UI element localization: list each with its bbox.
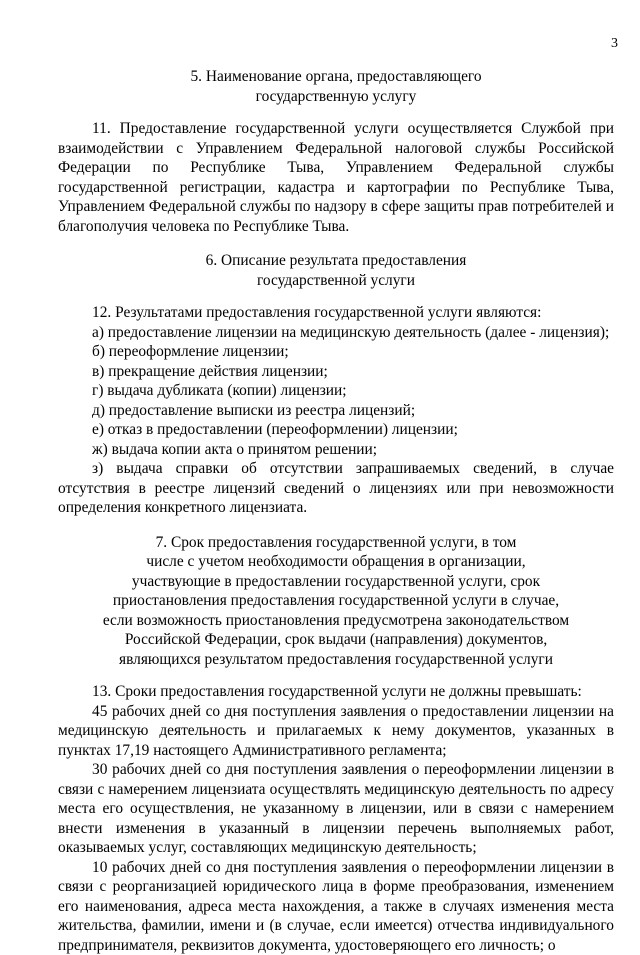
paragraph: 30 рабочих дней со дня поступления заявления о переоформлении лицензии в связи с намерением лицензиата осуществлять медицинскую деятельность по адресу места его осуществления, не указанному в лицензии, или в связи с намерением внести изменения в указанный в лицензии перечень выполняемых работ, оказываемых услуг, составляющих медицинскую деятельность; [58,760,614,858]
heading-line: являющихся результатом предоставления государственной услуги [58,650,614,670]
document-body [58,67,614,955]
page-number: 3 [611,36,618,52]
section-7-heading [58,533,614,670]
paragraph-12: 12. Результатами предоставления государственной услуги являются: [58,303,614,323]
list-item: з) выдача справки об отсутствии запрашиваемых сведений, в случае отсутствия в реестре лицензий сведений о лицензиях или при невозможности определения конкретного лицензиата. [58,459,614,518]
heading-line: 6. Описание результата предоставления [58,251,614,271]
paragraph-13: 13. Сроки предоставления государственной услуги не должны превышать: [58,682,614,702]
list-item: е) отказ в предоставлении (переоформлении) лицензии; [58,420,614,440]
list-item: б) переоформление лицензии; [58,342,614,362]
list-item: а) предоставление лицензии на медицинскую деятельность (далее - лицензия); [58,323,614,343]
paragraph: 10 рабочих дней со дня поступления заявления о переоформлении лицензии в связи с реорганизацией юридического лица в форме преобразования, изменением его наименования, адреса места нахождения, а также в случаях изменения места жительства, фамилии, имени и (в случае, если имеется) отчества индивидуального предпринимателя, реквизитов документа, удостоверяющего его личность; о [58,858,614,955]
list-item: в) прекращение действия лицензии; [58,362,614,382]
heading-line: государственную услугу [58,87,614,107]
heading-line: участвующие в предоставлении государственной услуги, срок [58,572,614,592]
list-item: г) выдача дубликата (копии) лицензии; [58,381,614,401]
heading-line: Российской Федерации, срок выдачи (направления) документов, [58,630,614,650]
heading-line: если возможность приостановления предусмотрена законодательством [58,611,614,631]
paragraph: 45 рабочих дней со дня поступления заявления о предоставлении лицензии на медицинскую деятельность и прилагаемых к нему документов, указанных в пунктах 17,19 настоящего Административного регламента; [58,702,614,761]
list-item: ж) выдача копии акта о принятом решении; [58,440,614,460]
heading-line: приостановления предоставления государственной услуги в случае, [58,591,614,611]
heading-line: 5. Наименование органа, предоставляющего [58,67,614,87]
section-5-heading [58,67,614,106]
section-6-heading [58,251,614,290]
heading-line: числе с учетом необходимости обращения в организации, [58,552,614,572]
paragraph-11: 11. Предоставление государственной услуги осуществляется Службой при взаимодействии с Управлением Федеральной налоговой службы Российской Федерации по Республике Тыва, Управлением Федеральной службы государственной регистрации, кадастра и картографии по Республике Тыва, Управлением Федеральной службы по надзору в сфере защиты прав потребителей и благополучия человека по Республике Тыва. [58,119,614,236]
heading-line: государственной услуги [58,271,614,291]
list-item: д) предоставление выписки из реестра лицензий; [58,401,614,421]
heading-line: 7. Срок предоставления государственной услуги, в том [58,533,614,553]
